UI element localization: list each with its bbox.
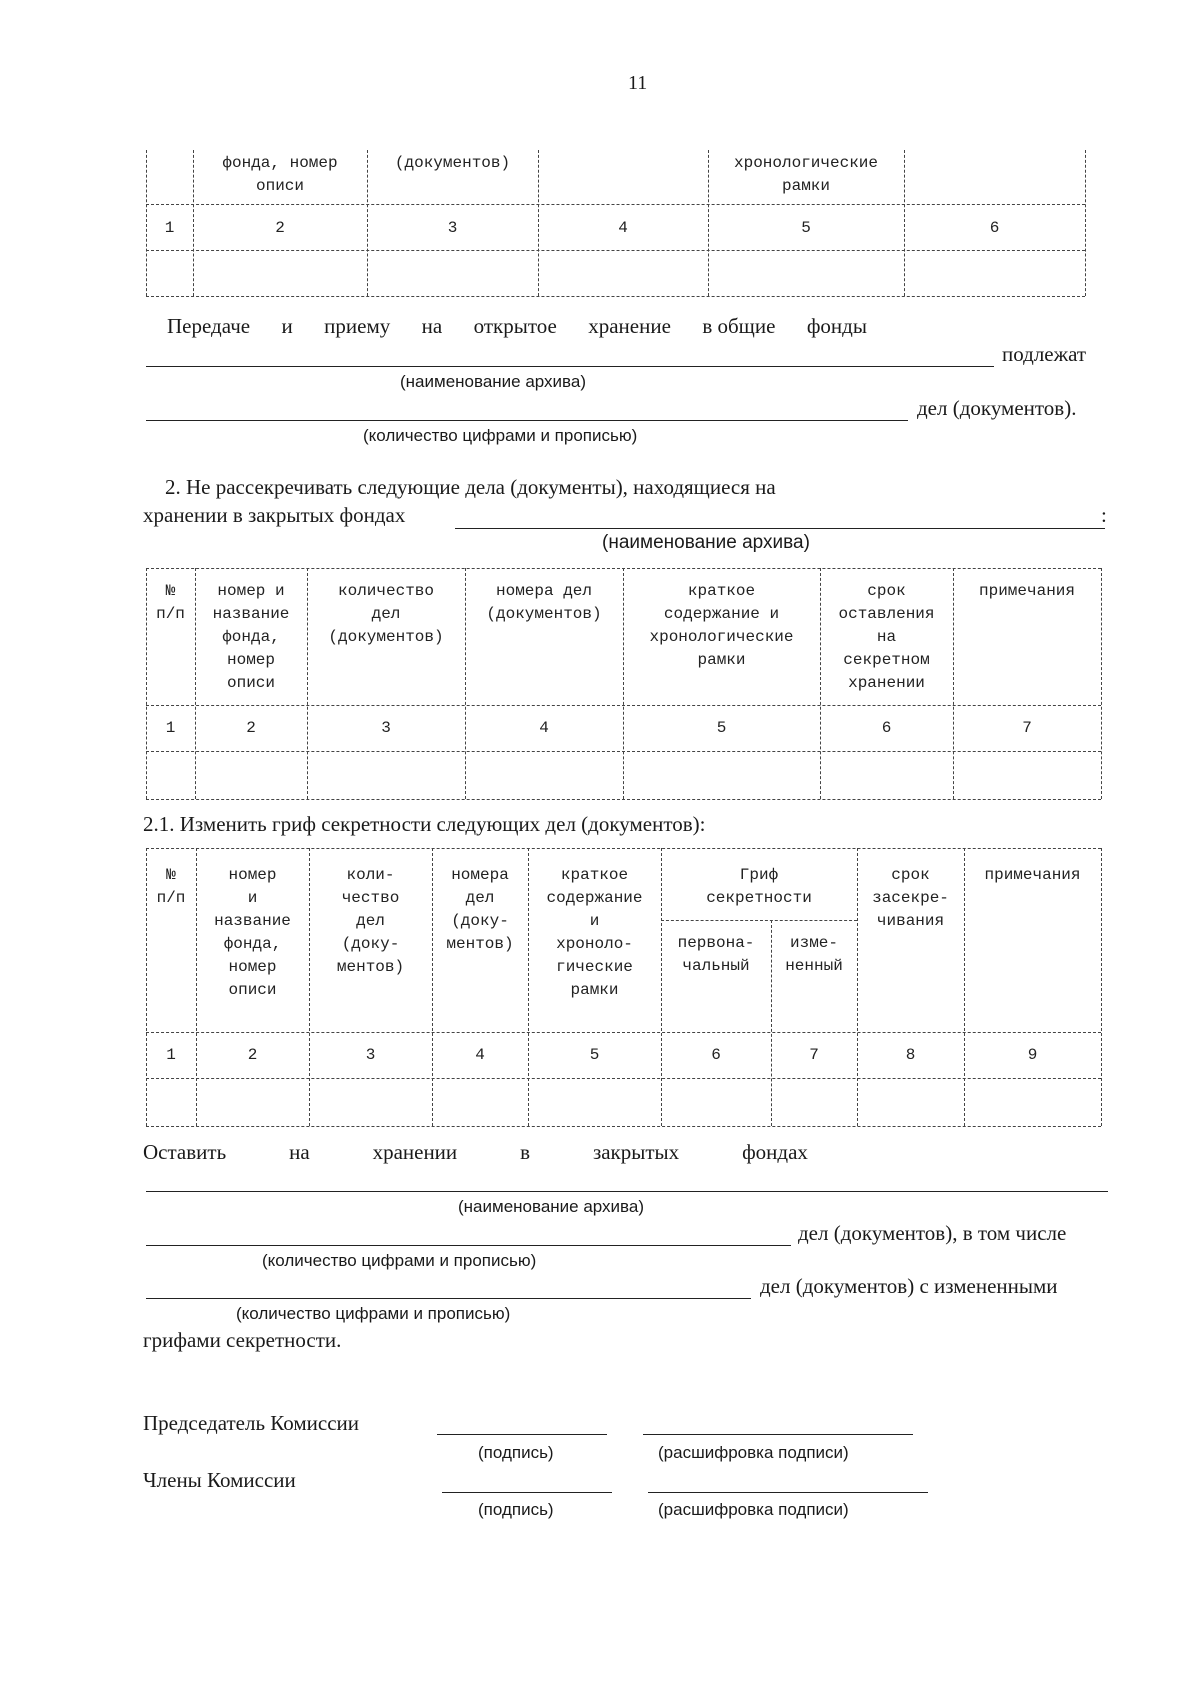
col-number: 3	[365, 1046, 376, 1064]
archive-caption: (наименование архива)	[602, 532, 810, 553]
header-classification-term: срок засекре- чивания	[872, 866, 949, 930]
col-number: 6	[881, 719, 892, 737]
col-number: 3	[447, 219, 458, 237]
archive-name-blank[interactable]	[146, 1191, 1108, 1192]
header-grif-changed: изме- ненный	[785, 934, 843, 975]
count-caption: (количество цифрами и прописью)	[262, 1251, 537, 1270]
header-number: № п/п	[156, 582, 185, 623]
header-case-numbers: номера дел (доку- ментов)	[446, 866, 514, 953]
col-number: 2	[275, 219, 285, 237]
last-line: грифами секретности.	[143, 1328, 342, 1352]
members-label: Члены Комиссии	[143, 1468, 296, 1492]
changed-suffix: дел (документов) с измененными	[760, 1274, 1058, 1298]
sign-caption: (подпись)	[478, 1443, 554, 1462]
keep-line: Оставить на хранении в закрытых фондах	[143, 1140, 808, 1164]
cases-suffix: дел (документов).	[917, 396, 1077, 420]
header-fond-name: номер и название фонда, номер описи	[212, 582, 290, 692]
col-number: 5	[716, 719, 727, 737]
changed-count-blank[interactable]	[146, 1298, 751, 1299]
col-number: 1	[166, 1046, 176, 1064]
archive-name-blank[interactable]	[455, 528, 1105, 529]
col-number: 6	[711, 1046, 721, 1064]
chairman-decode-blank[interactable]	[643, 1434, 913, 1435]
header-summary: краткое содержание и хронологические рамки	[649, 582, 794, 669]
page-number: 11	[628, 72, 648, 94]
chairman-label: Председатель Комиссии	[143, 1411, 359, 1435]
col-number: 3	[381, 719, 391, 737]
header-documents: (документов)	[394, 154, 511, 172]
archive-caption: (наименование архива)	[458, 1197, 645, 1216]
col-number: 5	[801, 219, 811, 237]
col-number: 5	[589, 1046, 600, 1064]
decode-caption: (расшифровка подписи)	[658, 1500, 849, 1519]
col-number: 4	[539, 719, 549, 737]
section-2-line1: 2. Не рассекречивать следующие дела (документы), находящиеся на	[165, 475, 776, 499]
header-notes: примечания	[978, 582, 1075, 600]
member-signature-blank[interactable]	[442, 1492, 612, 1493]
section-2-1-title: 2.1. Изменить гриф секретности следующих дел (документов):	[143, 812, 706, 836]
count-caption: (количество цифрами и прописью)	[236, 1304, 511, 1323]
colon: :	[1101, 503, 1107, 527]
header-retention: срок оставления на секретном хранении	[838, 582, 935, 692]
transfer-line: Передаче и приему на открытое хранение в общие фонды	[167, 314, 867, 338]
header-chronology: хронологические рамки	[733, 154, 879, 195]
header-summary: краткое содержание и хроноло- гические рамки	[546, 866, 643, 999]
header-count: количество дел (документов)	[328, 582, 444, 646]
col-number: 6	[989, 219, 1000, 237]
col-number: 1	[164, 219, 175, 237]
col-number: 8	[905, 1046, 916, 1064]
col-number: 4	[475, 1046, 485, 1064]
decode-caption: (расшифровка подписи)	[658, 1443, 849, 1462]
member-decode-blank[interactable]	[648, 1492, 928, 1493]
archive-caption: (наименование архива)	[400, 372, 587, 391]
subject-to-text: подлежат	[1002, 342, 1087, 366]
header-count: коли- чество дел (доку- ментов)	[336, 866, 405, 976]
col-number: 9	[1027, 1046, 1038, 1064]
header-case-numbers: номера дел (документов)	[486, 582, 602, 623]
cases-incl: дел (документов), в том числе	[798, 1221, 1067, 1245]
header-grif-original: первона- чальный	[677, 934, 755, 975]
header-fond-name: номер и название фонда, номер описи	[214, 866, 291, 999]
count-caption: (количество цифрами и прописью)	[363, 426, 638, 445]
archive-name-blank[interactable]	[146, 366, 994, 367]
col-number: 4	[618, 219, 628, 237]
header-fond-opis: фонда, номер описи	[222, 154, 338, 195]
chairman-signature-blank[interactable]	[437, 1434, 607, 1435]
col-number: 1	[165, 719, 176, 737]
count-blank[interactable]	[146, 1245, 791, 1246]
count-blank[interactable]	[146, 420, 908, 421]
col-number: 7	[809, 1046, 819, 1064]
header-notes: примечания	[984, 866, 1081, 884]
sign-caption: (подпись)	[478, 1500, 554, 1519]
section-2-line2: хранении в закрытых фондах	[143, 503, 406, 527]
col-number: 2	[247, 1046, 258, 1064]
header-grif: Гриф секретности	[706, 866, 812, 907]
col-number: 7	[1022, 719, 1032, 737]
col-number: 2	[246, 719, 256, 737]
header-number: № п/п	[156, 866, 186, 907]
